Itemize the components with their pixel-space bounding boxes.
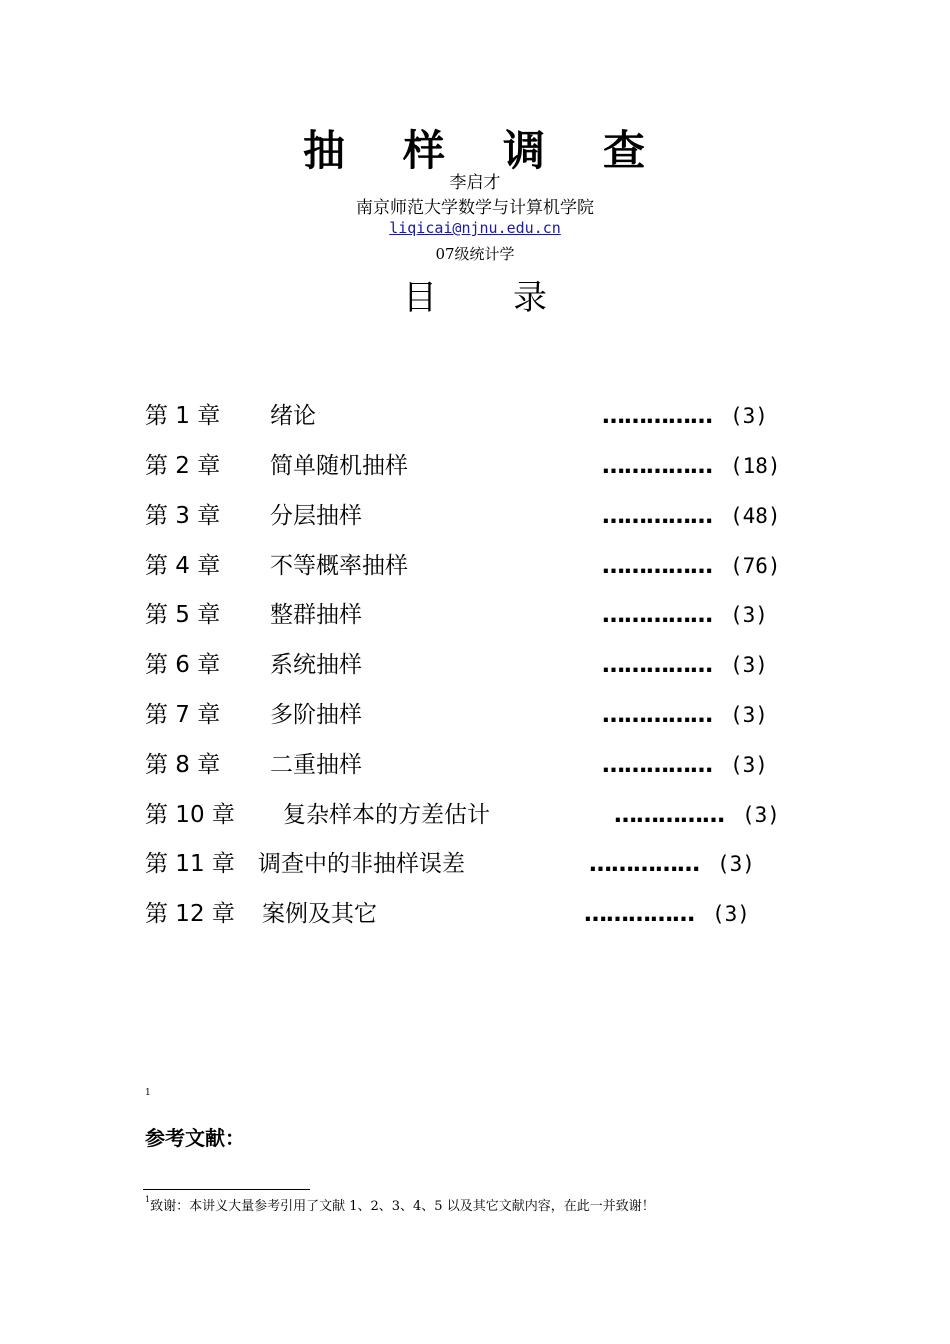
toc-chapter-title: 绪论 xyxy=(270,403,316,429)
toc-page-number: (3) xyxy=(730,653,768,677)
footnote-text: 致谢：本讲义大量参考引用了文献 1、2、3、4、5 以及其它文献内容，在此一并致谢！ xyxy=(150,1199,655,1214)
toc-leader-dots: …………… xyxy=(602,503,712,529)
toc-chapter-number: 第 10 章 xyxy=(145,802,235,828)
toc-chapter-number: 第 4 章 xyxy=(145,553,221,579)
toc-chapter-number: 第 1 章 xyxy=(145,403,221,429)
toc-leader-dots: …………… xyxy=(614,802,724,828)
toc-leader-dots: …………… xyxy=(602,553,712,579)
author-name: 李启才 xyxy=(449,173,501,193)
toc-chapter-title: 系统抽样 xyxy=(270,652,362,678)
toc-chapter-number: 第 3 章 xyxy=(145,503,221,529)
title-char: 查 xyxy=(603,126,648,175)
toc-chapter-number: 第 7 章 xyxy=(145,702,221,728)
references-heading: 参考文献： xyxy=(145,1126,245,1150)
toc-leader-dots: …………… xyxy=(602,752,712,778)
toc-page-number: (76) xyxy=(730,554,781,578)
toc-leader-dots: …………… xyxy=(602,403,712,429)
author-affiliation: 南京师范大学数学与计算机学院 xyxy=(356,198,594,218)
toc-entry[interactable] xyxy=(0,546,950,586)
title-char: 抽 xyxy=(302,126,347,175)
toc-leader-dots: …………… xyxy=(602,652,712,678)
toc-chapter-title: 案例及其它 xyxy=(262,901,377,927)
toc-chapter-title: 不等概率抽样 xyxy=(270,553,408,579)
toc-chapter-title: 简单随机抽样 xyxy=(270,453,408,479)
toc-entry[interactable] xyxy=(0,645,950,685)
toc-chapter-number: 第 12 章 xyxy=(145,901,235,927)
toc-chapter-title: 复杂样本的方差估计 xyxy=(283,802,490,828)
toc-chapter-title: 二重抽样 xyxy=(270,752,362,778)
toc-entry[interactable] xyxy=(0,595,950,635)
title-char: 调 xyxy=(503,126,548,175)
toc-chapter-number: 第 2 章 xyxy=(145,453,221,479)
toc-page-number: (3) xyxy=(717,852,755,876)
toc-entry[interactable] xyxy=(0,496,950,536)
toc-leader-dots: …………… xyxy=(584,901,694,927)
toc-leader-dots: …………… xyxy=(602,602,712,628)
toc-entry[interactable] xyxy=(0,745,950,785)
toc-chapter-title: 整群抽样 xyxy=(270,602,362,628)
title-char: 样 xyxy=(402,126,447,175)
toc-chapter-title: 调查中的非抽样误差 xyxy=(258,851,465,877)
author-email-link[interactable]: liqicai@njnu.edu.cn xyxy=(389,219,561,237)
toc-page-number: (3) xyxy=(730,603,768,627)
toc-page-number: (3) xyxy=(712,902,750,926)
course-grade: 07级统计学 xyxy=(435,245,515,263)
toc-leader-dots: …………… xyxy=(589,851,699,877)
toc-page-number: (3) xyxy=(730,404,768,428)
toc-entry[interactable] xyxy=(0,844,950,884)
toc-page-number: (18) xyxy=(730,454,781,478)
footnote-marker: 1 xyxy=(145,1088,151,1098)
toc-entry[interactable] xyxy=(0,396,950,436)
footnote xyxy=(145,1195,655,1214)
toc-entry[interactable] xyxy=(0,795,950,835)
footnote-divider xyxy=(143,1189,310,1190)
toc-heading-char: 录 xyxy=(513,278,547,318)
toc-chapter-number: 第 5 章 xyxy=(145,602,221,628)
toc-chapter-number: 第 6 章 xyxy=(145,652,221,678)
toc-leader-dots: …………… xyxy=(602,453,712,479)
toc-entry[interactable] xyxy=(0,894,950,934)
toc-chapter-number: 第 11 章 xyxy=(145,851,235,877)
toc-heading-char: 目 xyxy=(403,278,437,318)
footnote-number: 1 xyxy=(145,1195,151,1204)
toc-chapter-number: 第 8 章 xyxy=(145,752,221,778)
toc-entry[interactable] xyxy=(0,695,950,735)
toc-page-number: (3) xyxy=(742,803,780,827)
toc-chapter-title: 多阶抽样 xyxy=(270,702,362,728)
toc-chapter-title: 分层抽样 xyxy=(270,503,362,529)
toc-leader-dots: …………… xyxy=(602,702,712,728)
toc-entry[interactable] xyxy=(0,446,950,486)
toc-page-number: (48) xyxy=(730,504,781,528)
toc-page-number: (3) xyxy=(730,753,768,777)
toc-page-number: (3) xyxy=(730,703,768,727)
